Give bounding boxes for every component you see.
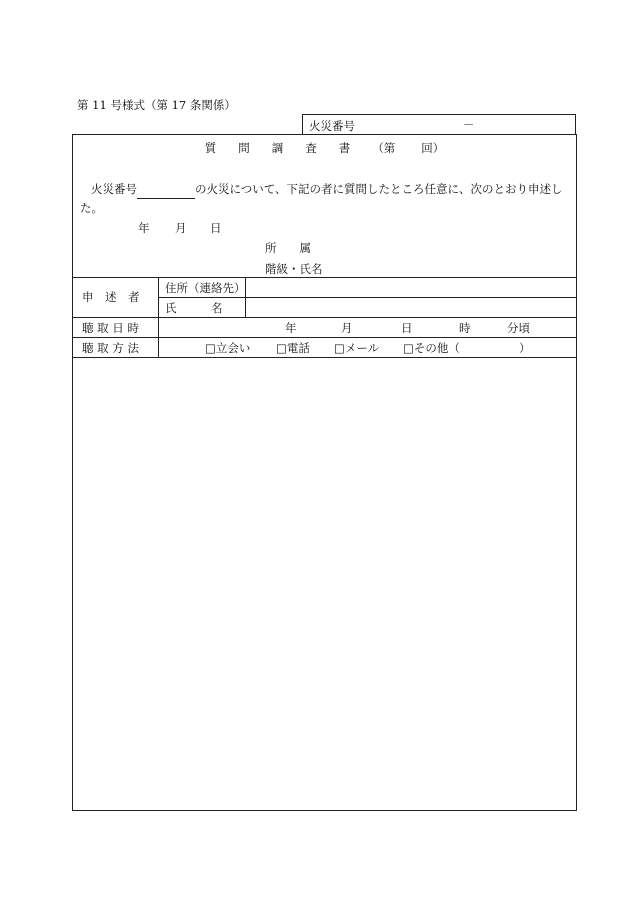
declarant-bottom-line	[73, 317, 576, 318]
method-other-close: ）	[519, 341, 531, 355]
fire-number-box	[302, 114, 576, 134]
inquiry-form-frame	[72, 134, 577, 811]
datetime-minute: 分頃	[507, 321, 530, 335]
document-title	[73, 140, 576, 156]
address-label: 住所（連絡先）	[165, 281, 246, 295]
label-column-divider	[158, 277, 159, 357]
hearing-datetime-label: 聴 取 日 時	[82, 321, 139, 335]
fire-number-blank[interactable]	[137, 185, 195, 199]
method-email-checkbox[interactable]: □メール	[334, 341, 380, 355]
method-phone-checkbox[interactable]: □電話	[276, 341, 310, 355]
investigator-affiliation: 所 属	[265, 241, 311, 255]
statement-body-area[interactable]	[73, 358, 576, 810]
datetime-year: 年	[285, 321, 297, 335]
method-other-checkbox[interactable]: □その他（	[403, 341, 460, 355]
date-year: 年	[138, 221, 150, 235]
method-in-person-checkbox[interactable]: □立会い	[205, 341, 251, 355]
form-number-label: 第 11 号様式（第 17 条関係）	[77, 98, 236, 112]
address-field[interactable]	[246, 277, 576, 297]
intro-statement	[80, 180, 563, 215]
name-label: 氏 名	[165, 301, 223, 315]
title-main: 質問調査書	[204, 141, 373, 155]
date-day: 日	[210, 221, 222, 235]
title-suffix-open: （第	[372, 141, 396, 155]
datetime-hour: 時	[459, 321, 471, 335]
datetime-day: 日	[401, 321, 413, 335]
intro-suffix: の火災について、下記の者に質問したところ任意に、次のとおり申述し	[195, 182, 563, 196]
investigator-rank-name: 階級・氏名	[265, 262, 323, 276]
date-month: 月	[175, 221, 187, 235]
name-field[interactable]	[246, 298, 576, 317]
fire-number-dash: －	[463, 118, 475, 132]
datetime-bottom-line	[73, 337, 576, 338]
fire-number-label: 火災番号	[309, 119, 355, 133]
intro-line2: た。	[80, 201, 103, 215]
title-suffix-close: 回）	[421, 141, 445, 155]
declarant-label: 申 述 者	[82, 290, 140, 304]
hearing-method-label: 聴 取 方 法	[82, 341, 139, 355]
intro-prefix: 火災番号	[91, 182, 137, 196]
datetime-month: 月	[341, 321, 353, 335]
